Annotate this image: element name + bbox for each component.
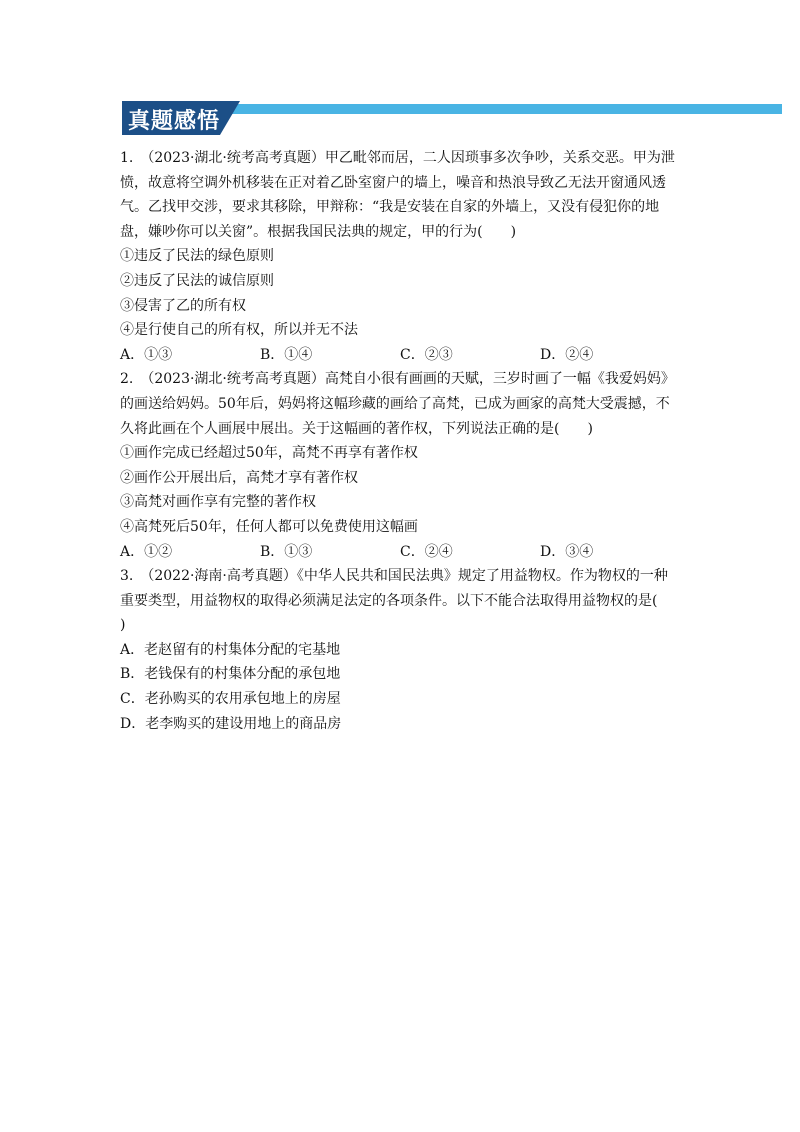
statement: ②违反了民法的诚信原则 xyxy=(120,272,274,289)
answer-options xyxy=(120,540,680,565)
question-1 xyxy=(120,146,680,367)
stem-line: 气。乙找甲交涉，要求其移除，甲辩称：“我是安装在自家的外墙上，又没有侵犯你的地 xyxy=(120,199,660,216)
question-3 xyxy=(120,564,680,736)
stem-line: 2. （2023·湖北·统考高考真题）高梵自小很有画画的天赋，三岁时画了一幅《我爱妈妈》 xyxy=(120,371,675,388)
option-d: D．老李购买的建设用地上的商品房 xyxy=(120,715,342,732)
stem-line: 盘，嫌吵你可以关窗”。根据我国民法典的规定，甲的行为( ) xyxy=(120,223,517,240)
question-3-stem xyxy=(120,564,680,638)
stem-line: ) xyxy=(120,617,126,634)
stem-line: 愤，故意将空调外机移装在正对着乙卧室窗户的墙上，噪音和热浪导致乙无法开窗通风透 xyxy=(120,174,666,191)
option-b: B．①③ xyxy=(260,543,313,560)
stem-line: 1. （2023·湖北·统考高考真题）甲乙毗邻而居，二人因琐事多次争吵，关系交恶。甲为泄 xyxy=(120,150,675,166)
statement: ③高梵对画作享有完整的著作权 xyxy=(120,494,316,511)
option-a: A．①② xyxy=(120,543,173,560)
statement: ③侵害了乙的所有权 xyxy=(120,297,246,314)
question-1-stem xyxy=(120,146,680,244)
option-d: D．②④ xyxy=(540,346,594,363)
question-2-stem xyxy=(120,367,680,441)
statement: ④是行使自己的所有权，所以并无不法 xyxy=(120,322,358,339)
statement: ②画作公开展出后，高梵才享有著作权 xyxy=(120,469,358,486)
option-c: C．②③ xyxy=(400,346,453,363)
stem-line: 3. （2022·海南·高考真题）《中华人民共和国民法典》规定了用益物权。作为物权的一种 xyxy=(120,568,668,585)
option-b: B．老钱保有的村集体分配的承包地 xyxy=(120,666,341,683)
statement: ①违反了民法的绿色原则 xyxy=(120,248,274,265)
stem-line: 久将此画在个人画展中展出。关于这幅画的著作权，下列说法正确的是( ) xyxy=(120,420,593,437)
section-banner xyxy=(122,101,782,137)
banner-accent-strip xyxy=(222,104,782,114)
statement: ①画作完成已经超过50年，高梵不再享有著作权 xyxy=(120,445,418,462)
option-c: C．老孙购买的农用承包地上的房屋 xyxy=(120,691,341,708)
stem-line: 的画送给妈妈。50年后，妈妈将这幅珍藏的画给了高梵，已成为画家的高梵大受震撼，不 xyxy=(120,395,670,412)
option-c: C．②④ xyxy=(400,543,453,560)
stem-line: 重要类型，用益物权的取得必须满足法定的各项条件。以下不能合法取得用益物权的是( xyxy=(120,592,658,609)
section-title: 真题感悟 xyxy=(128,109,221,134)
option-d: D．③④ xyxy=(540,543,594,560)
question-2 xyxy=(120,367,680,564)
question-list xyxy=(120,146,680,736)
answer-options xyxy=(120,343,680,368)
section-title-tab xyxy=(122,101,240,135)
option-a: A．老赵留有的村集体分配的宅基地 xyxy=(120,641,341,658)
option-a: A．①③ xyxy=(120,346,173,363)
option-b: B．①④ xyxy=(260,346,313,363)
statement: ④高梵死后50年，任何人都可以免费使用这幅画 xyxy=(120,518,418,535)
